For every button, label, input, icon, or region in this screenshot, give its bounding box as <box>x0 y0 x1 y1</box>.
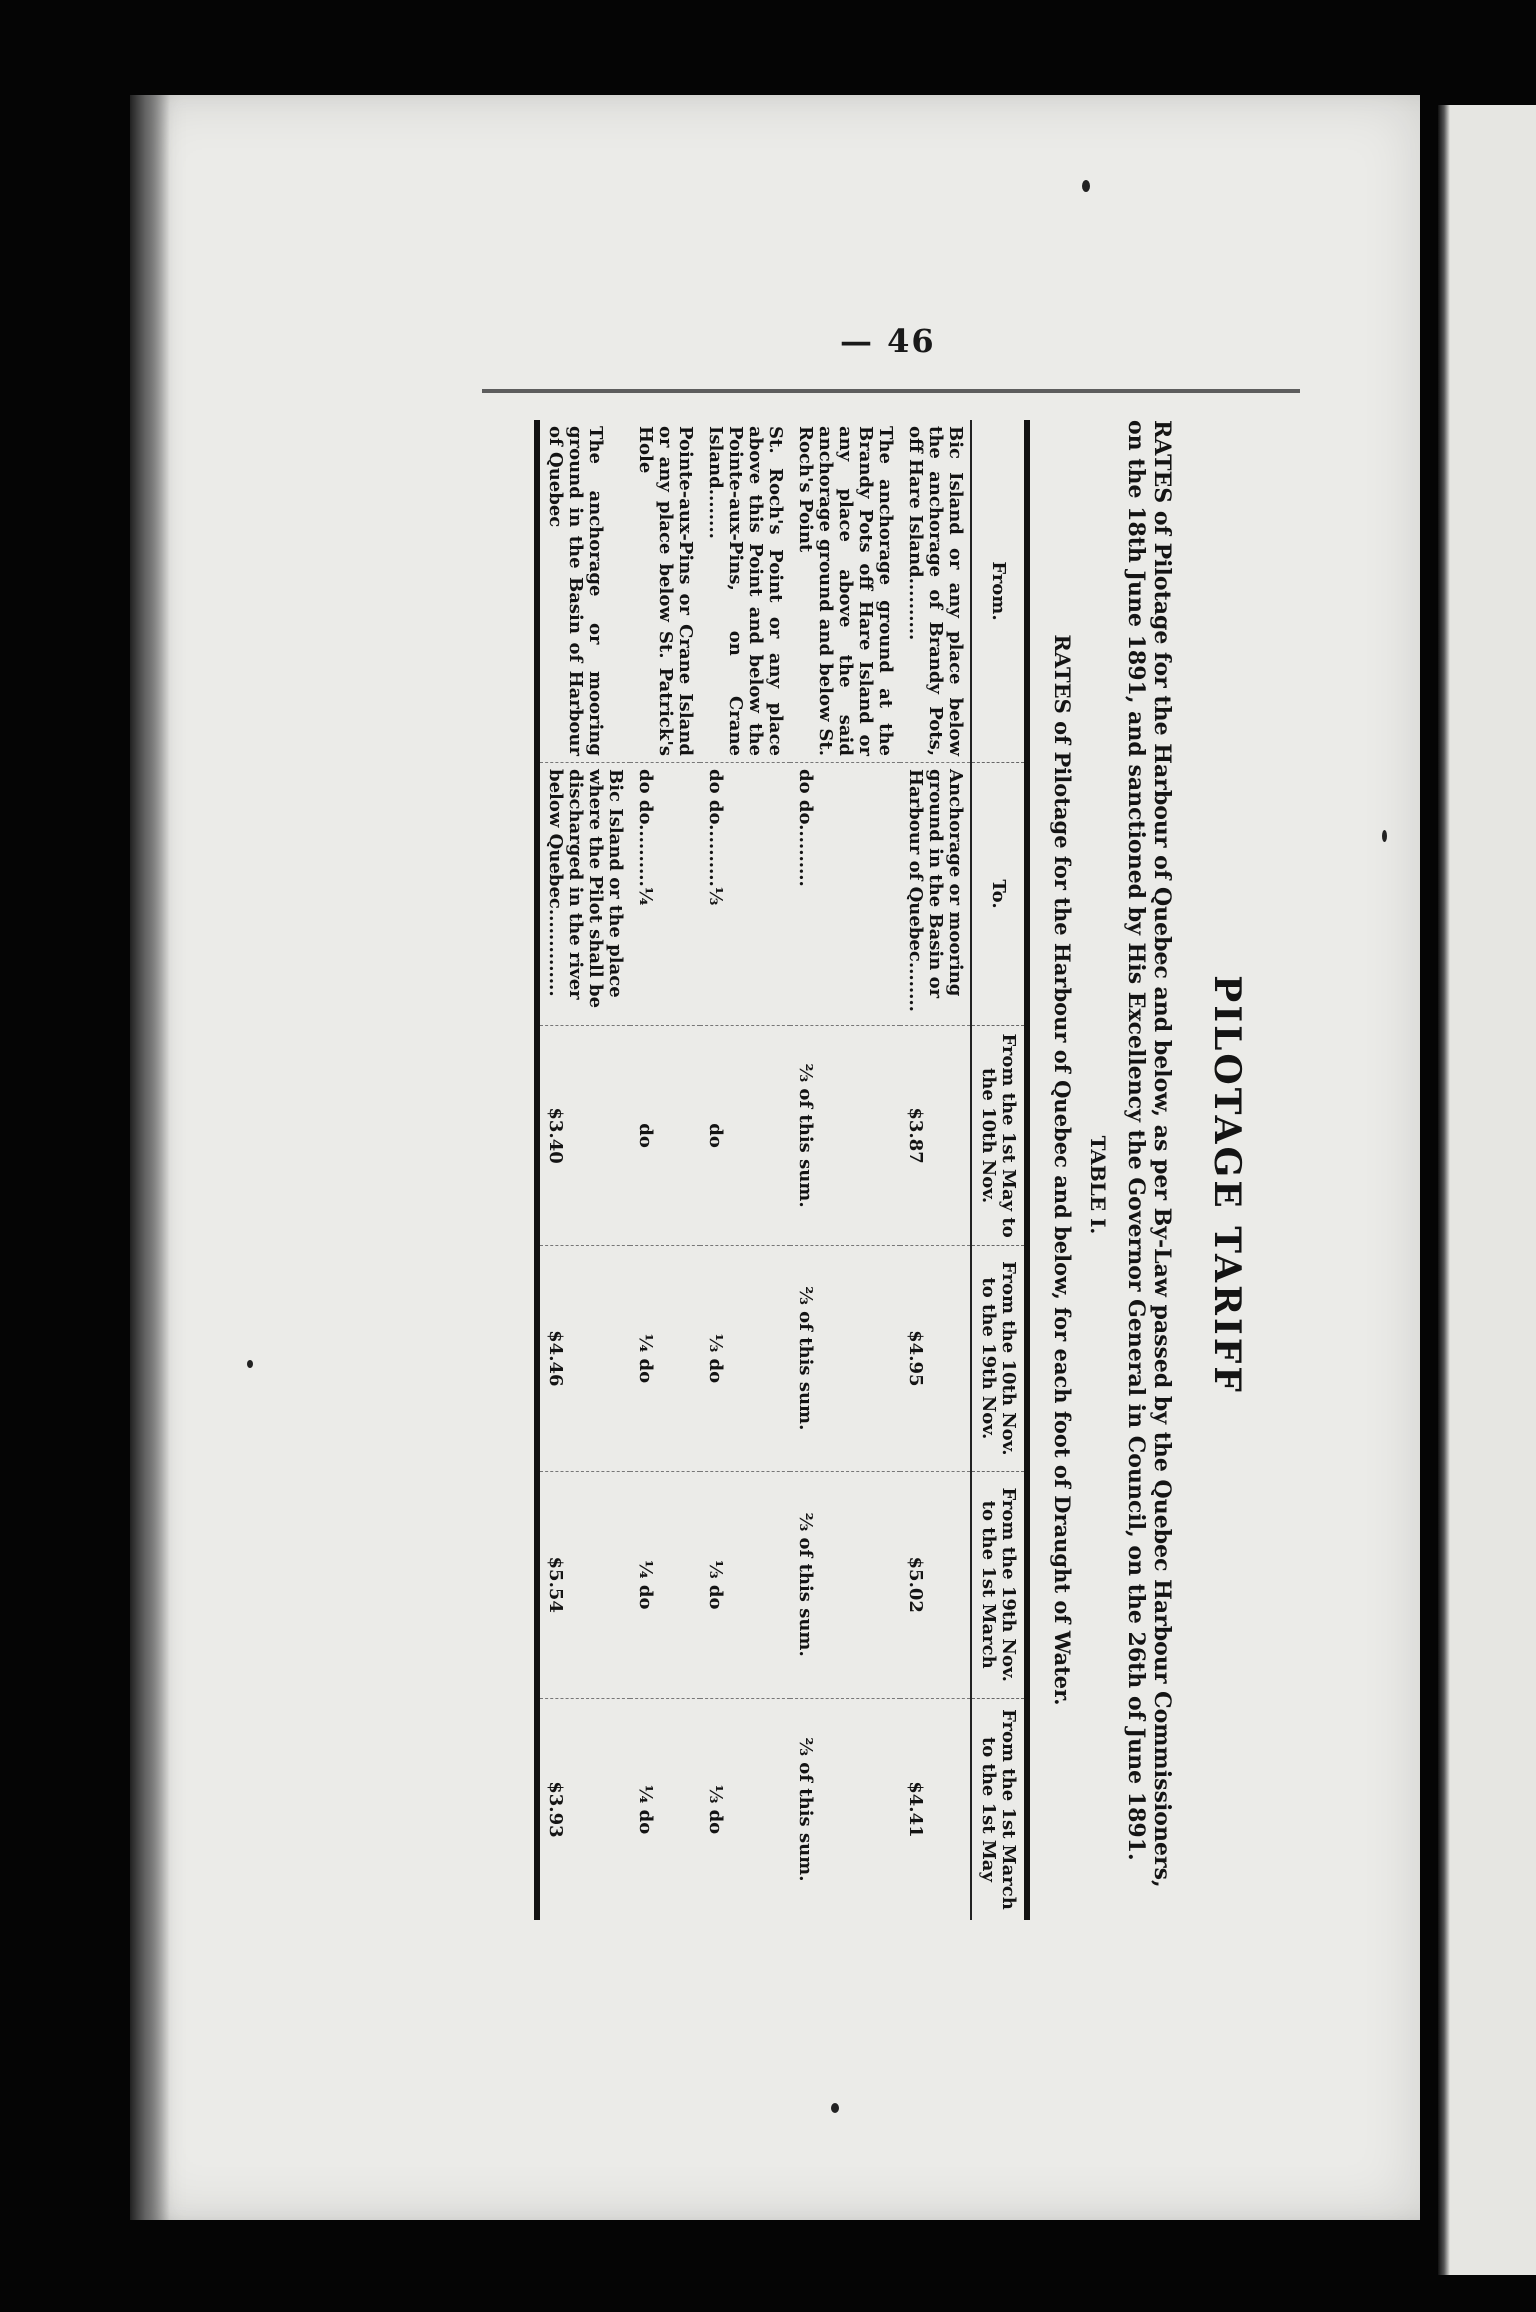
rate-cell: ⅓ do <box>700 1246 790 1471</box>
table-subheading: RATES of Pilotage for the Harbour of Quebec and below, for each foot of Draught of Water. <box>1050 634 1075 1706</box>
rate-cell: $5.54 <box>537 1471 630 1698</box>
scan-speck <box>1382 830 1387 842</box>
column-header-from: From. <box>971 420 1027 763</box>
rate-cell: ¼ do <box>630 1246 700 1471</box>
table-label: TABLE I. <box>1086 1135 1110 1235</box>
column-header-to: To. <box>971 763 1027 1026</box>
rate-cell: ¼ do <box>630 1698 700 1920</box>
table-row <box>537 420 630 1920</box>
to-cell: Bic Island or the place where the Pilot shall be discharged in the river below Quebec.............. <box>537 763 630 1026</box>
rotated-content <box>490 420 1300 1950</box>
from-cell: St. Roch's Point or any place above this Point and below the Pointe-aux-Pins, on Crane Island........ <box>705 426 786 756</box>
rate-cell: $4.41 <box>900 1698 971 1920</box>
rate-cell: ⅓ do <box>700 1698 790 1920</box>
rate-cell: $3.40 <box>537 1026 630 1246</box>
rate-cell: do <box>630 1026 700 1246</box>
column-header-period-3: From the 19th Nov. to the 1st March <box>971 1471 1027 1698</box>
rate-cell: ¼ do <box>630 1471 700 1698</box>
scan-speck <box>247 1360 253 1368</box>
to-cell: do do.......... <box>790 763 900 1026</box>
header-rule <box>482 389 1300 393</box>
from-cell: The anchorage or mooring ground in the Basin of Harbour of Quebec <box>537 420 630 763</box>
page-title: PILOTAGE TARIFF <box>1206 975 1248 1395</box>
to-cell: do do..........¼ <box>630 763 700 1026</box>
rate-cell: ⅓ do <box>700 1471 790 1698</box>
rate-cell: ⅔ of this sum. <box>790 1698 900 1920</box>
from-cell: The anchorage ground at the Brandy Pots off Hare Island or any place above the said anchorage ground and below St. Roch's Point <box>795 426 896 756</box>
intro-paragraph: RATES of Pilotage for the Harbour of Quebec and below, as per By-Law passed by the Quebec Harbour Commissioners, on the 18th June 1891, and sanctioned by His Excellency the Governor General in Council, on the 26th of June 1891. <box>1123 420 1175 1888</box>
column-header-period-2: From the 10th Nov. to the 19th Nov. <box>971 1246 1027 1471</box>
next-page-spine <box>1438 105 1450 2275</box>
binding-shadow <box>130 95 170 2220</box>
from-cell: Pointe-aux-Pins or Crane Island or any place below St. Patrick's Hole <box>635 426 696 756</box>
rate-cell: $3.93 <box>537 1698 630 1920</box>
table-row <box>790 420 900 1920</box>
rate-cell: $4.95 <box>900 1246 971 1471</box>
table-row <box>900 420 971 1920</box>
rate-cell: $4.46 <box>537 1246 630 1471</box>
table-row <box>630 420 700 1920</box>
to-cell: Anchorage or mooring ground in the Basin or Harbour of Quebec........ <box>900 763 971 1026</box>
column-header-period-4: From the 1st March to the 1st May <box>971 1698 1027 1920</box>
from-cell: Bic Island or any place below the anchorage of Brandy Pots, off Hare Island.......... <box>905 426 966 756</box>
next-page-edge <box>1438 105 1536 2275</box>
pilotage-rates-table <box>534 420 1030 1920</box>
page-number: — 46 <box>840 322 936 360</box>
scan-speck <box>831 2103 839 2113</box>
rate-cell: $3.87 <box>900 1026 971 1246</box>
to-cell: do do..........⅓ <box>700 763 790 1026</box>
scan-speck <box>1082 180 1090 192</box>
rate-cell: ⅔ of this sum. <box>790 1026 900 1246</box>
table-header-row <box>971 420 1027 1920</box>
rate-cell: ⅔ of this sum. <box>790 1471 900 1698</box>
rate-cell: ⅔ of this sum. <box>790 1246 900 1471</box>
rate-cell: $5.02 <box>900 1471 971 1698</box>
rate-cell: do <box>700 1026 790 1246</box>
column-header-period-1: From the 1st May to the 10th Nov. <box>971 1026 1027 1246</box>
table-row <box>700 420 790 1920</box>
